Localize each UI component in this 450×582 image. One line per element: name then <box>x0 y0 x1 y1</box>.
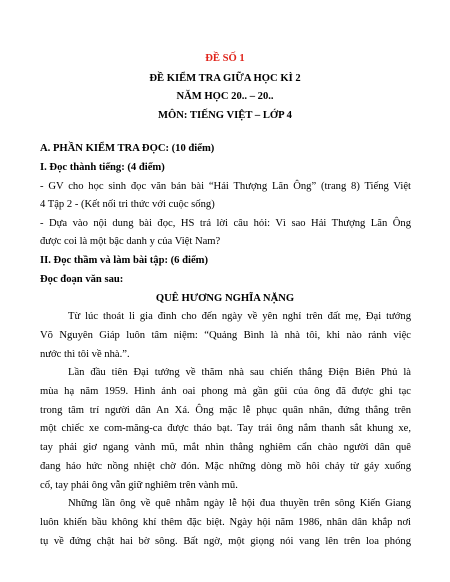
passage-line: đang háo hức nồng nhiệt chờ đón. Mặc những dòng mồ hôi chảy từ gáy xuống <box>40 461 411 472</box>
exam-number: ĐỀ SỐ 1 <box>205 53 245 64</box>
part1-line: 4 Tập 2 - (Kết nối tri thức với cuộc sống) <box>40 199 215 210</box>
passage-line: luôn khiến bầu không khí thêm đặc biệt. Ngày hội năm 1986, nhân dân khắp nơi <box>40 517 411 528</box>
passage-line: Võ Nguyên Giáp luôn tâm niệm: “Quảng Bình là nhà tôi, khi nào rảnh việc <box>40 330 411 341</box>
passage-line: tay phải giơ ngang vành mũ, mắt nhìn thẳng nghiêm cẩn chào người dân quê <box>40 442 411 453</box>
passage-line: Những lần ông về quê nhằm ngày lễ hội đua thuyền trên sông Kiến Giang <box>68 498 411 509</box>
exam-title: ĐỀ KIỂM TRA GIỮA HỌC KÌ 2 <box>149 73 301 84</box>
passage-line: tụ về đứng chật hai bờ sông. Bất ngờ, một giọng nói vang lên trên loa phóng <box>40 536 411 547</box>
passage-line: mùa hạ năm 1959. Hình ảnh oai phong mà gần gũi của ông đã được ghi tạc <box>40 386 411 397</box>
section-a-heading: A. PHẦN KIỂM TRA ĐỌC: (10 điểm) <box>40 143 215 154</box>
subject-line: MÔN: TIẾNG VIỆT – LỚP 4 <box>158 110 292 121</box>
part2-heading: II. Đọc thầm và làm bài tập: (6 điểm) <box>40 255 209 266</box>
part1-line: - Dựa vào nội dung bài đọc, HS trả lời câu hỏi: Vì sao Hải Thượng Lãn Ông <box>40 218 411 229</box>
part1-heading: I. Đọc thành tiếng: (4 điểm) <box>40 162 165 173</box>
passage-line: nước thì tôi về nhà.”. <box>40 349 130 360</box>
part1-line: - GV cho học sinh đọc văn bản bài “Hải Thượng Lãn Ông” (trang 8) Tiếng Việt <box>40 181 411 192</box>
school-year: NĂM HỌC 20.. – 20.. <box>176 91 274 102</box>
passage-line: Lần đầu tiên Đại tướng về thăm nhà sau chiến thắng Điện Biên Phủ là <box>68 367 411 378</box>
passage-title: QUÊ HƯƠNG NGHĨA NẶNG <box>155 293 295 304</box>
passage-line: trong tâm trí người dân An Xá. Ông mặc lễ phục quân nhân, đứng thẳng trên <box>40 405 411 416</box>
read-instruction: Đọc đoạn văn sau: <box>40 274 124 285</box>
passage-line: một chiếc xe com-măng-ca được tháo bạt. Tay trái ông nắm thanh sắt khung xe, <box>40 423 411 434</box>
passage-line: Từ lúc thoát li gia đình cho đến ngày về yên nghỉ trên đất mẹ, Đại tướng <box>68 311 411 322</box>
passage-line: cổ, tay phải ông vẫn giữ nghiêm trên vành mũ. <box>40 480 238 491</box>
part1-line: được coi là một bậc danh y của Việt Nam? <box>40 236 221 247</box>
